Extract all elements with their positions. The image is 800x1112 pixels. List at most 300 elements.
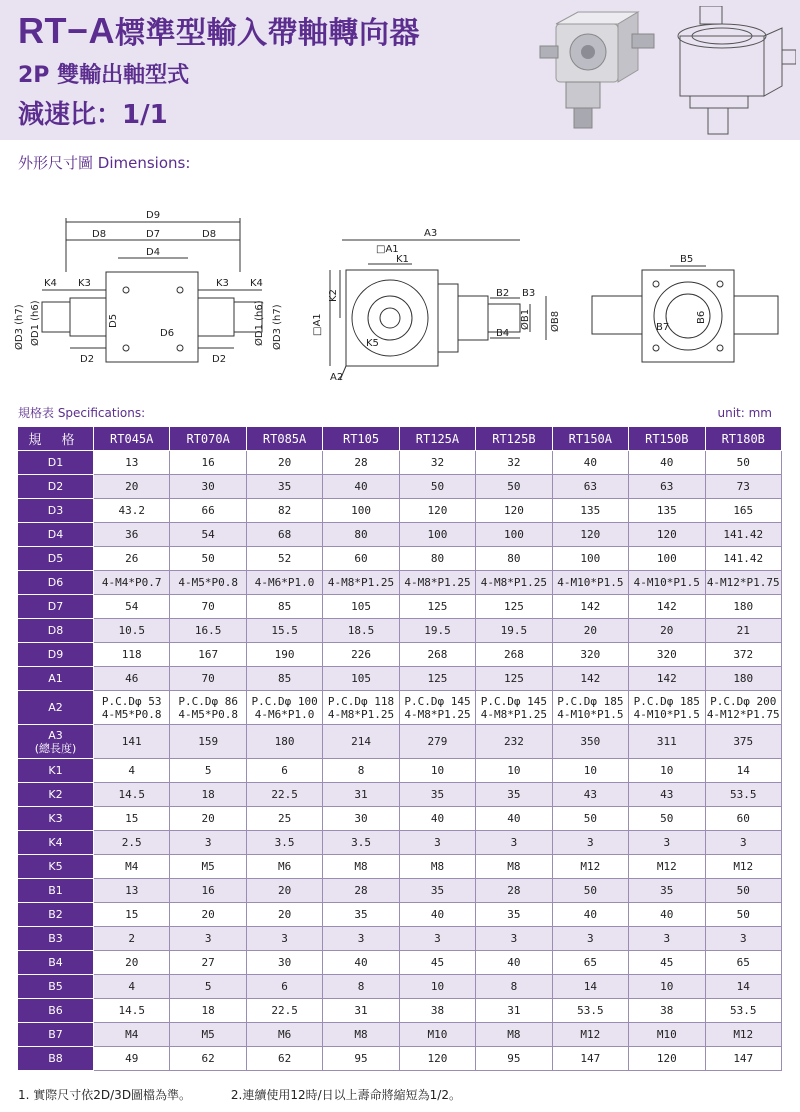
table-cell: 14.5 — [94, 783, 170, 807]
table-cell: 15.5 — [246, 619, 322, 643]
column-header: RT085A — [246, 427, 322, 451]
cell-line: 4-M5*P0.8 — [178, 707, 238, 721]
table-cell: 54 — [94, 595, 170, 619]
label-d7: D7 — [146, 229, 161, 240]
table-cell: 30 — [246, 951, 322, 975]
table-cell — [170, 691, 246, 725]
table-cell — [94, 691, 170, 725]
table-row — [18, 879, 782, 903]
cell-line: P.C.Dφ 86 — [178, 694, 238, 708]
table-cell: M6 — [246, 855, 322, 879]
cell-line: P.C.Dφ 53 — [101, 694, 162, 708]
label-b3: B3 — [522, 288, 536, 299]
row-label — [18, 691, 94, 725]
table-cell: 35 — [476, 783, 552, 807]
table-cell: 5 — [170, 975, 246, 999]
label-b7: B7 — [656, 322, 670, 333]
table-cell: 63 — [629, 475, 705, 499]
column-header: RT150A — [552, 427, 628, 451]
table-cell: 40 — [629, 903, 705, 927]
table-cell: 80 — [476, 547, 552, 571]
table-cell: 4-M12*P1.75 — [705, 571, 782, 595]
table-cell: 38 — [629, 999, 705, 1023]
table-cell: 31 — [323, 783, 399, 807]
table-cell: 180 — [705, 667, 782, 691]
table-cell: M8 — [476, 855, 552, 879]
table-cell: M8 — [399, 855, 475, 879]
table-cell: 159 — [170, 725, 246, 759]
label-k3-right: K3 — [216, 278, 229, 289]
table-cell: 141.42 — [705, 547, 782, 571]
label-d8-left: D8 — [92, 229, 107, 240]
table-cell: 49 — [94, 1047, 170, 1071]
dimensions-title: 外形尺寸圖 Dimensions: — [18, 154, 191, 172]
row-label-text: B1 — [48, 884, 63, 897]
table-row — [18, 667, 782, 691]
table-cell — [629, 691, 705, 725]
spec-table — [17, 426, 782, 1071]
table-cell: 20 — [94, 951, 170, 975]
table-cell — [399, 691, 475, 725]
row-label — [18, 855, 94, 879]
table-cell: 141.42 — [705, 523, 782, 547]
row-label-text: B5 — [48, 980, 63, 993]
table-cell: 8 — [323, 975, 399, 999]
table-cell: M8 — [476, 1023, 552, 1047]
table-cell: 50 — [399, 475, 475, 499]
label-b2: B2 — [496, 288, 510, 299]
column-header: RT125B — [476, 427, 552, 451]
table-cell: 35 — [399, 879, 475, 903]
row-label-text: D2 — [47, 480, 64, 493]
table-cell: M6 — [246, 1023, 322, 1047]
table-cell: 226 — [323, 643, 399, 667]
table-cell: 142 — [629, 595, 705, 619]
table-cell: 66 — [170, 499, 246, 523]
row-label — [18, 643, 94, 667]
page-title — [18, 8, 420, 52]
table-cell: 20 — [170, 807, 246, 831]
table-cell: 232 — [476, 725, 552, 759]
table-cell: 10 — [552, 759, 628, 783]
table-cell: 15 — [94, 807, 170, 831]
table-cell: 5 — [170, 759, 246, 783]
table-row — [18, 903, 782, 927]
note-2: 2.連續使用12時/日以上壽命將縮短為1/2。 — [230, 1088, 461, 1102]
row-label — [18, 1047, 94, 1071]
table-cell: 95 — [476, 1047, 552, 1071]
table-cell: 80 — [399, 547, 475, 571]
table-cell: 10 — [629, 975, 705, 999]
table-cell: 50 — [552, 879, 628, 903]
label-d6: D6 — [160, 328, 175, 339]
row-label-text: D3 — [47, 504, 64, 517]
row-label — [18, 903, 94, 927]
row-label — [18, 451, 94, 475]
table-cell: 125 — [476, 595, 552, 619]
table-row — [18, 523, 782, 547]
table-cell: 28 — [323, 451, 399, 475]
table-cell: 165 — [705, 499, 782, 523]
table-cell: 100 — [629, 547, 705, 571]
table-cell: 100 — [399, 523, 475, 547]
table-cell: 120 — [476, 499, 552, 523]
table-row — [18, 783, 782, 807]
row-label-text: B4 — [48, 956, 63, 969]
row-label-subtext: (總長度) — [34, 741, 77, 755]
label-d1-left: ØD1 (h6) — [30, 300, 41, 346]
table-row — [18, 475, 782, 499]
table-cell: 3 — [476, 831, 552, 855]
table-cell: 16.5 — [170, 619, 246, 643]
cell-line: 4-M5*P0.8 — [101, 707, 162, 721]
table-cell: 350 — [552, 725, 628, 759]
label-d4: D4 — [146, 247, 161, 258]
table-cell: 268 — [399, 643, 475, 667]
row-label-text: D1 — [47, 456, 64, 469]
table-cell: 53.5 — [705, 999, 782, 1023]
table-cell: 180 — [246, 725, 322, 759]
table-row — [18, 451, 782, 475]
table-cell: 320 — [629, 643, 705, 667]
table-row — [18, 643, 782, 667]
table-cell: 19.5 — [476, 619, 552, 643]
spec-header-row — [18, 427, 782, 451]
spec-body — [18, 451, 782, 1071]
table-cell: 13 — [94, 879, 170, 903]
cell-line: 4-M8*P1.25 — [480, 707, 548, 721]
label-d8-right: D8 — [202, 229, 217, 240]
label-a3: A3 — [424, 228, 438, 239]
table-cell: 320 — [552, 643, 628, 667]
cell-line: 4-M8*P1.25 — [327, 707, 395, 721]
table-cell: 268 — [476, 643, 552, 667]
table-cell: M12 — [705, 855, 782, 879]
label-d9: D9 — [146, 210, 161, 221]
row-label — [18, 975, 94, 999]
row-label-text: B6 — [48, 1004, 63, 1017]
table-cell: 2.5 — [94, 831, 170, 855]
row-label-text: A2 — [48, 701, 63, 714]
table-cell: 40 — [323, 475, 399, 499]
table-cell: 50 — [170, 547, 246, 571]
row-label-text: K3 — [48, 812, 63, 825]
table-cell: 10 — [399, 975, 475, 999]
table-cell: 118 — [94, 643, 170, 667]
column-header: RT180B — [705, 427, 782, 451]
table-cell: 6 — [246, 975, 322, 999]
table-cell: 4-M10*P1.5 — [629, 571, 705, 595]
table-cell: 125 — [399, 667, 475, 691]
table-row — [18, 1023, 782, 1047]
end-view-drawing — [592, 266, 778, 362]
ratio-label: 減速比：1/1 — [18, 100, 168, 130]
table-cell: 20 — [246, 879, 322, 903]
table-cell: 18.5 — [323, 619, 399, 643]
cell-line: P.C.Dφ 100 — [251, 694, 318, 708]
label-d2-left: D2 — [80, 354, 95, 365]
table-cell: 135 — [629, 499, 705, 523]
row-label-text: D4 — [47, 528, 64, 541]
table-cell: 3.5 — [246, 831, 322, 855]
table-cell: 32 — [476, 451, 552, 475]
table-cell: 10 — [629, 759, 705, 783]
table-cell: 50 — [476, 475, 552, 499]
table-cell: 45 — [399, 951, 475, 975]
table-row — [18, 547, 782, 571]
table-cell: 30 — [170, 475, 246, 499]
row-label — [18, 571, 94, 595]
table-cell: 85 — [246, 595, 322, 619]
table-cell: 142 — [629, 667, 705, 691]
table-cell: 28 — [476, 879, 552, 903]
table-cell: 4-M4*P0.7 — [94, 571, 170, 595]
table-cell: 18 — [170, 783, 246, 807]
table-cell: 16 — [170, 451, 246, 475]
row-label-text: K4 — [48, 836, 63, 849]
table-cell: 25 — [246, 807, 322, 831]
table-cell: 35 — [476, 903, 552, 927]
subtitle: 2P 雙輸出軸型式 — [18, 63, 190, 88]
column-header: RT105 — [323, 427, 399, 451]
table-cell: 14 — [705, 975, 782, 999]
product-drawing-image — [660, 6, 796, 138]
table-cell: 80 — [323, 523, 399, 547]
row-label — [18, 1023, 94, 1047]
table-cell: 3 — [476, 927, 552, 951]
table-cell: 20 — [170, 903, 246, 927]
table-cell: 3 — [323, 927, 399, 951]
table-cell: 36 — [94, 523, 170, 547]
table-cell: 14 — [705, 759, 782, 783]
table-cell: 3 — [705, 927, 782, 951]
cell-line: 4-M8*P1.25 — [404, 707, 471, 721]
front-view-labels — [13, 210, 283, 365]
table-cell: 120 — [399, 1047, 475, 1071]
label-k1: K1 — [396, 254, 409, 265]
row-label — [18, 523, 94, 547]
table-cell: 18 — [170, 999, 246, 1023]
table-cell — [552, 691, 628, 725]
table-cell: 120 — [629, 523, 705, 547]
cell-line: 4-M10*P1.5 — [633, 707, 700, 721]
label-k5: K5 — [366, 338, 379, 349]
side-view-labels — [312, 228, 561, 383]
label-a1-top: □A1 — [376, 244, 399, 255]
table-cell: 214 — [323, 725, 399, 759]
label-k2: K2 — [328, 289, 339, 302]
row-label — [18, 619, 94, 643]
table-cell: 15 — [94, 903, 170, 927]
table-cell: 3.5 — [323, 831, 399, 855]
table-cell: 70 — [170, 667, 246, 691]
table-cell: 43 — [552, 783, 628, 807]
table-cell: 40 — [552, 451, 628, 475]
table-cell: 142 — [552, 667, 628, 691]
column-header: RT125A — [399, 427, 475, 451]
table-cell: 120 — [552, 523, 628, 547]
table-cell: 70 — [170, 595, 246, 619]
table-row — [18, 1047, 782, 1071]
table-cell: 40 — [476, 951, 552, 975]
table-cell: M12 — [705, 1023, 782, 1047]
table-cell: 135 — [552, 499, 628, 523]
row-label-text: A1 — [48, 672, 63, 685]
table-cell: 120 — [399, 499, 475, 523]
table-cell: 105 — [323, 667, 399, 691]
table-cell: 50 — [705, 879, 782, 903]
table-cell: 375 — [705, 725, 782, 759]
table-cell: 14 — [552, 975, 628, 999]
row-label — [18, 475, 94, 499]
table-cell: 95 — [323, 1047, 399, 1071]
label-d5: D5 — [108, 313, 119, 328]
table-cell: 54 — [170, 523, 246, 547]
table-cell: 22.5 — [246, 783, 322, 807]
table-row — [18, 571, 782, 595]
table-row — [18, 831, 782, 855]
row-label — [18, 807, 94, 831]
table-cell: M8 — [323, 1023, 399, 1047]
table-cell: 120 — [629, 1047, 705, 1071]
row-label-text: K1 — [48, 764, 63, 777]
row-label-text: B7 — [48, 1028, 63, 1041]
spec-title: 規格表 Specifications: — [18, 406, 146, 420]
label-b8: ØB8 — [550, 310, 561, 332]
table-row — [18, 951, 782, 975]
table-cell: 13 — [94, 451, 170, 475]
table-cell: 3 — [399, 927, 475, 951]
table-cell: 311 — [629, 725, 705, 759]
label-a2: A2 — [330, 372, 344, 383]
cell-line: P.C.Dφ 145 — [480, 694, 548, 708]
table-cell: 65 — [552, 951, 628, 975]
label-k4-right: K4 — [250, 278, 263, 289]
table-cell: 65 — [705, 951, 782, 975]
label-d2-right: D2 — [212, 354, 227, 365]
column-header: RT045A — [94, 427, 170, 451]
table-cell: 32 — [399, 451, 475, 475]
table-cell: 35 — [323, 903, 399, 927]
cell-line: P.C.Dφ 185 — [557, 694, 624, 708]
table-cell: 82 — [246, 499, 322, 523]
label-d3-left: ØD3 (h7) — [14, 304, 25, 350]
table-cell: 30 — [323, 807, 399, 831]
table-cell: 50 — [705, 451, 782, 475]
table-cell: 28 — [323, 879, 399, 903]
cell-line: 4-M6*P1.0 — [254, 707, 315, 721]
table-cell: 4-M8*P1.25 — [399, 571, 475, 595]
table-cell: 38 — [399, 999, 475, 1023]
spec-corner: 規 格 — [18, 427, 94, 451]
table-cell: 279 — [399, 725, 475, 759]
table-cell: 105 — [323, 595, 399, 619]
table-cell — [476, 691, 552, 725]
table-cell: 4-M5*P0.8 — [170, 571, 246, 595]
table-cell: 100 — [552, 547, 628, 571]
row-label — [18, 547, 94, 571]
table-row — [18, 619, 782, 643]
table-cell: 35 — [629, 879, 705, 903]
row-label-text: D6 — [47, 576, 64, 589]
side-view-drawing — [330, 240, 546, 380]
table-cell: 40 — [399, 903, 475, 927]
table-cell: 10 — [399, 759, 475, 783]
table-cell: 3 — [552, 831, 628, 855]
table-cell: 31 — [476, 999, 552, 1023]
table-cell: 85 — [246, 667, 322, 691]
table-row — [18, 927, 782, 951]
footer-notes — [18, 1086, 497, 1103]
table-cell: 20 — [246, 903, 322, 927]
row-label-text: K5 — [48, 860, 63, 873]
row-label-text: D7 — [47, 600, 64, 613]
cell-line: P.C.Dφ 118 — [327, 694, 395, 708]
row-label — [18, 759, 94, 783]
table-cell: 100 — [476, 523, 552, 547]
row-label-text: B8 — [48, 1052, 63, 1065]
table-cell: 22.5 — [246, 999, 322, 1023]
table-cell: M8 — [323, 855, 399, 879]
title-name: 標準型輸入帶軸轉向器 — [115, 16, 421, 51]
row-label — [18, 831, 94, 855]
table-cell: 4 — [94, 975, 170, 999]
table-cell: M12 — [629, 855, 705, 879]
table-cell: 8 — [476, 975, 552, 999]
row-label-text: K2 — [48, 788, 63, 801]
table-cell: M4 — [94, 855, 170, 879]
table-row — [18, 499, 782, 523]
table-row — [18, 725, 782, 759]
dimension-drawings — [0, 200, 800, 390]
table-cell: 21 — [705, 619, 782, 643]
table-cell: 4 — [94, 759, 170, 783]
label-b4: B4 — [496, 328, 510, 339]
table-cell: 40 — [629, 451, 705, 475]
row-label — [18, 595, 94, 619]
note-1: 1. 實際尺寸依2D/3D圖檔為準。 — [18, 1088, 192, 1102]
table-cell: M5 — [170, 855, 246, 879]
table-cell: 50 — [629, 807, 705, 831]
label-b1: ØB1 — [520, 308, 531, 330]
table-cell: 53.5 — [552, 999, 628, 1023]
cell-line: 4-M10*P1.5 — [557, 707, 624, 721]
table-cell: 43 — [629, 783, 705, 807]
table-cell: 35 — [246, 475, 322, 499]
table-cell: M5 — [170, 1023, 246, 1047]
table-cell: 3 — [246, 927, 322, 951]
row-label — [18, 499, 94, 523]
table-cell: 68 — [246, 523, 322, 547]
table-cell: 8 — [323, 759, 399, 783]
table-cell: 167 — [170, 643, 246, 667]
row-label — [18, 951, 94, 975]
label-b5: B5 — [680, 254, 694, 265]
table-cell: 20 — [552, 619, 628, 643]
table-cell: 142 — [552, 595, 628, 619]
column-header: RT150B — [629, 427, 705, 451]
table-cell: 3 — [629, 831, 705, 855]
table-cell: 50 — [552, 807, 628, 831]
label-a1-side: □A1 — [312, 313, 323, 336]
table-cell: 100 — [323, 499, 399, 523]
table-cell: 4-M10*P1.5 — [552, 571, 628, 595]
table-cell: 372 — [705, 643, 782, 667]
table-cell: 50 — [705, 903, 782, 927]
table-cell: 10.5 — [94, 619, 170, 643]
table-cell — [246, 691, 322, 725]
table-cell: 40 — [323, 951, 399, 975]
